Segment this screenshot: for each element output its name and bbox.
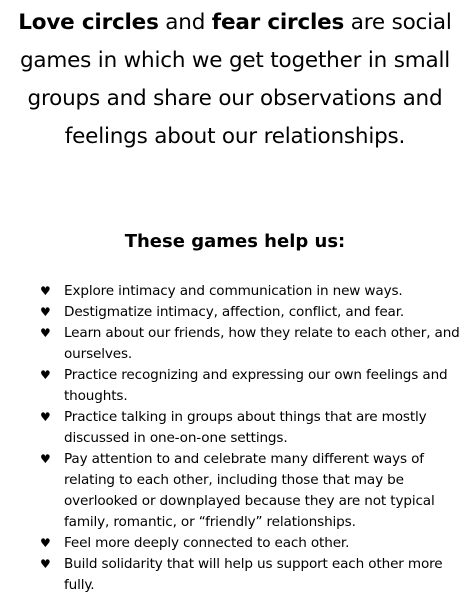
heart-bullet-icon: ♥ [40,536,51,550]
intro-paragraph [8,4,462,156]
intro-conjunction: and [158,10,212,35]
benefit-text: Destigmatize intimacy, affection, conflict, and fear. [64,304,405,320]
benefit-item [40,302,460,323]
benefit-text: Learn about our friends, how they relate to each other, and ourselves. [64,325,460,362]
heart-bullet-icon: ♥ [40,452,51,466]
heart-bullet-icon: ♥ [40,326,51,340]
benefit-item [40,533,460,554]
benefit-item [40,323,460,365]
benefits-heading: These games help us: [124,231,346,252]
benefit-text: Explore intimacy and communication in new ways. [64,283,403,299]
benefit-text: Practice recognizing and expressing our own feelings and thoughts. [64,367,448,404]
benefit-item [40,449,460,533]
benefit-text: Pay attention to and celebrate many different ways of relating to each other, including those that may be overlooked or downplayed because they are not typical family, romantic, or “friendly” relationships. [64,451,435,530]
heart-bullet-icon: ♥ [40,410,51,424]
term-fear-circles: fear circles [211,10,345,35]
benefit-item [40,281,460,302]
benefits-list [40,281,460,596]
benefit-text: Practice talking in groups about things that are mostly discussed in one-on-one settings. [64,409,427,446]
benefit-text: Feel more deeply connected to each other. [64,535,350,551]
heart-bullet-icon: ♥ [40,368,51,382]
term-love-circles: Love circles [18,10,159,35]
heart-bullet-icon: ♥ [40,305,51,319]
benefit-item [40,554,460,596]
heart-bullet-icon: ♥ [40,557,51,571]
intro-description: are social games in which we get together in small groups and share our observations and feelings about our relationships. [19,10,452,149]
heart-bullet-icon: ♥ [40,284,51,298]
benefit-item [40,407,460,449]
benefit-item [40,365,460,407]
benefit-text: Build solidarity that will help us support each other more fully. [64,556,443,593]
